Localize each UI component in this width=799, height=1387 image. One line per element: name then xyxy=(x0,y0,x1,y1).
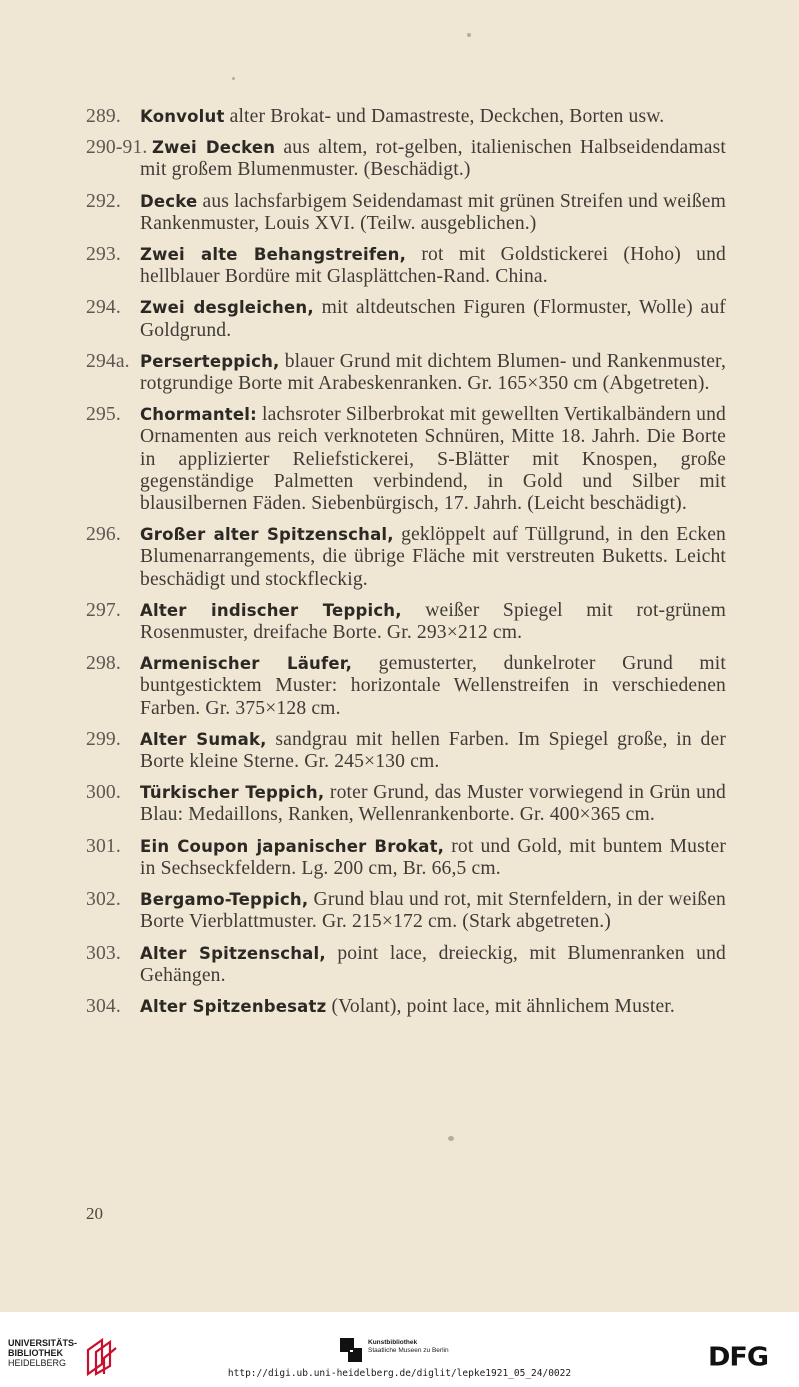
dfg-logo[interactable]: DFG xyxy=(708,1342,769,1373)
lot-number: 292. xyxy=(86,190,121,212)
lot-entry-290-91 xyxy=(86,137,726,181)
lot-title: Perserteppich, xyxy=(140,351,280,371)
lot-entry-289 xyxy=(86,106,726,128)
lot-description: gemusterter, dunkelroter Grund mit buntgesticktem Muster: horizontale Wellenstreifen in verschiedenen Farben. Gr. 375×128 cm. xyxy=(140,653,726,719)
ub-logo-text xyxy=(8,1338,77,1368)
lot-description: point lace, dreieckig, mit Blumenranken und Gehängen. xyxy=(140,942,726,986)
lot-title: Alter Sumak, xyxy=(140,729,267,749)
paper-speck xyxy=(448,1136,454,1141)
lot-description: (Volant), point lace, mit ähnlichem Muster. xyxy=(326,995,675,1017)
lot-description: sandgrau mit hellen Farben. Im Spiegel große, in der Borte kleine Sterne. Gr. 245×130 cm. xyxy=(140,728,727,773)
lot-title: Ein Coupon japanischer Brokat, xyxy=(140,836,445,856)
permalink-url[interactable]: http://digi.ub.uni-heidelberg.de/diglit/lepke1921_05_24/0022 xyxy=(227,1368,572,1379)
lot-description: roter Grund, das Muster vorwiegend in Grün und Blau: Medaillons, Ranken, Wellenrankenborte. Gr. 400×365 cm. xyxy=(140,782,726,826)
lot-description: aus altem, rot-gelben, italienischen Halbseidendamast mit großem Blumenmuster. (Beschädigt.) xyxy=(140,137,726,181)
lot-entry-301 xyxy=(86,836,726,880)
lot-description: weißer Spiegel mit rot-grünem Rosenmuster, dreifache Borte. Gr. 293×212 cm. xyxy=(140,599,726,644)
lot-title: Chormantel: xyxy=(140,405,257,425)
lot-number: 302. xyxy=(86,889,121,911)
ub-logo-line: HEIDELBERG xyxy=(8,1358,67,1368)
ub-logo-line: UNIVERSITÄTS- xyxy=(8,1338,78,1348)
lot-number: 298. xyxy=(86,653,121,675)
lot-number: 295. xyxy=(86,404,121,426)
lot-number: 300. xyxy=(86,782,121,804)
lot-description: aus lachsfarbigem Seidendamast mit grünen Streifen und weißem Rankenmuster, Louis XVI. (Teilw. ausgeblichen.) xyxy=(140,190,726,234)
lot-entry-295 xyxy=(86,404,726,515)
lot-entry-297 xyxy=(86,600,726,644)
kb-line: Staatliche Museen zu Berlin xyxy=(368,1347,449,1354)
lot-entry-304 xyxy=(86,996,726,1018)
lot-entry-303 xyxy=(86,943,726,987)
digitization-footer xyxy=(0,1312,799,1387)
lot-number: 289. xyxy=(86,106,121,127)
lot-description: rot mit Goldstickerei (Hoho) und hellblauer Bordüre mit Glasplättchen-Rand. China. xyxy=(140,244,726,288)
paper-speck xyxy=(232,77,235,80)
lot-number: 294. xyxy=(86,297,121,319)
kunstbibliothek-logo[interactable] xyxy=(340,1338,490,1364)
lot-title: Konvolut xyxy=(140,107,225,126)
lot-entry-298 xyxy=(86,653,726,720)
lot-entry-302 xyxy=(86,889,726,933)
lot-entry-294a xyxy=(86,351,726,395)
kb-line: Kunstbibliothek xyxy=(368,1339,418,1346)
lot-number: 290-91. xyxy=(86,137,148,159)
lot-title: Decke xyxy=(140,191,198,211)
page-number: 20 xyxy=(86,1204,103,1223)
lot-list xyxy=(86,106,726,1027)
ub-logo-line: BIBLIOTHEK xyxy=(8,1348,63,1358)
lot-number: 297. xyxy=(86,599,121,621)
paper-speck xyxy=(467,33,471,37)
lot-number: 304. xyxy=(86,995,121,1017)
lot-title: Großer alter Spitzenschal, xyxy=(140,525,394,545)
kunstbibliothek-mark-icon xyxy=(340,1338,362,1362)
lot-entry-292 xyxy=(86,191,726,235)
lot-entry-294 xyxy=(86,297,726,341)
lot-description: mit altdeutschen Figuren (Flormuster, Wolle) auf Goldgrund. xyxy=(140,297,726,341)
lot-title: Armenischer Läufer, xyxy=(140,654,353,674)
lot-description: rot und Gold, mit buntem Muster in Sechseckfeldern. Lg. 200 cm, Br. 66,5 cm. xyxy=(140,835,727,879)
lot-title: Alter Spitzenbesatz xyxy=(140,996,327,1016)
lot-entry-300 xyxy=(86,782,726,826)
lot-title: Zwei Decken xyxy=(152,138,276,158)
lot-title: Zwei alte Behangstreifen, xyxy=(140,245,407,265)
lot-title: Alter Spitzenschal, xyxy=(140,943,326,963)
lot-number: 293. xyxy=(86,244,121,266)
lot-description: alter Brokat- und Damastreste, Deckchen, Borten usw. xyxy=(224,106,665,127)
lot-title: Alter indischer Teppich, xyxy=(140,600,402,620)
lot-entry-296 xyxy=(86,524,726,591)
lot-number: 294a. xyxy=(86,350,130,372)
lot-description: Grund blau und rot, mit Sternfeldern, in der weißen Borte Vierblattmuster. Gr. 215×172 cm. (Stark abgetreten.) xyxy=(140,889,726,933)
lot-description: geklöppelt auf Tüllgrund, in den Ecken Blumenarrangements, die übrige Fläche mit verstreuten Buketts. Leicht beschädigt und stockfleckig. xyxy=(140,524,726,590)
lot-description: lachsroter Silberbrokat mit gewellten Vertikalbändern und Ornamenten aus reich verknoteten Schnüren, Mitte 18. Jahrh. Die Borte in applizierter Reliefstickerei, S-Blätter mit Knospen, große gegenständige Palmetten verbindend, in Gold und Silber mit blausilbernen Fäden. Siebenbürgisch, 17. Jahrh. (Leicht beschädigt). xyxy=(140,404,726,515)
lot-number: 299. xyxy=(86,728,121,750)
lot-title: Zwei desgleichen, xyxy=(140,298,314,318)
lot-number: 296. xyxy=(86,524,121,546)
lot-number: 303. xyxy=(86,942,121,964)
lot-description: blauer Grund mit dichtem Blumen- und Rankenmuster, rotgrundige Borte mit Arabeskenranken. Gr. 165×350 cm (Abgetreten). xyxy=(140,350,726,395)
kunstbibliothek-text xyxy=(368,1339,449,1355)
lot-entry-293 xyxy=(86,244,726,288)
lot-title: Bergamo-Teppich, xyxy=(140,890,309,910)
lot-title: Türkischer Teppich, xyxy=(140,783,325,803)
lot-entry-299 xyxy=(86,729,726,773)
lot-number: 301. xyxy=(86,835,121,857)
